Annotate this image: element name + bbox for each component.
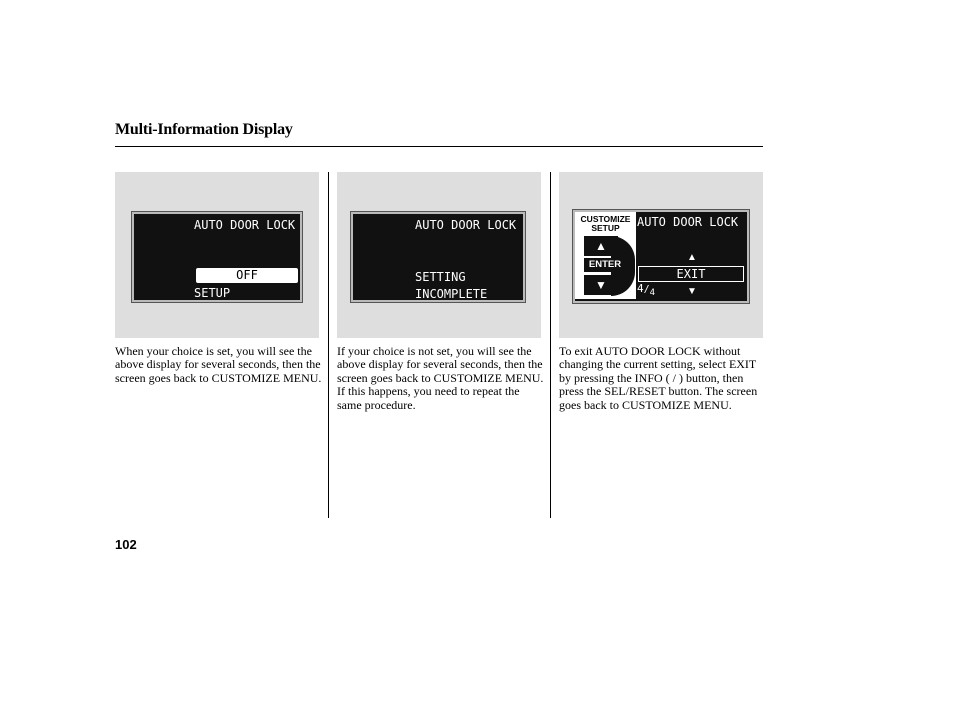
lcd-screen	[132, 212, 302, 302]
display-panel-2	[337, 172, 541, 338]
side-label-setup: SETUP	[591, 223, 620, 233]
lcd-screen	[573, 210, 749, 303]
page-indicator-total: 4	[649, 288, 656, 298]
down-triangle-icon: ▼	[687, 286, 697, 297]
page-number: 102	[115, 537, 137, 552]
screen-title: AUTO DOOR LOCK	[194, 218, 296, 232]
screen-title: AUTO DOOR LOCK	[637, 215, 739, 229]
page-indicator: $4/_4$	[637, 282, 656, 298]
down-arrow-icon: ▼	[584, 275, 618, 295]
enter-label: ENTER	[584, 258, 626, 272]
screen-title: AUTO DOOR LOCK	[415, 218, 517, 232]
exit-option: EXIT	[638, 266, 744, 282]
title-rule	[115, 146, 763, 147]
display-panel-3	[559, 172, 763, 338]
selected-option: OFF	[196, 268, 298, 283]
page-indicator-current: 4	[637, 282, 644, 295]
up-triangle-icon: ▲	[687, 252, 697, 263]
up-arrow-icon: ▲	[584, 236, 618, 256]
column-divider	[328, 172, 329, 518]
caption-2: If your choice is not set, you will see the above display for several seconds, then the screen goes back to CUSTOMIZE MENU. If this happens, you need to repeat the same procedure.	[337, 344, 544, 412]
display-panel-1	[115, 172, 319, 338]
side-label-customize: CUSTOMIZE	[580, 214, 631, 224]
setup-label: SETUP	[194, 286, 231, 300]
status-line-1: SETTING	[415, 270, 466, 284]
column-divider	[550, 172, 551, 518]
lcd-screen	[351, 212, 525, 302]
caption-1: When your choice is set, you will see the above display for several seconds, then the screen goes back to CUSTOMIZE MENU.	[115, 344, 322, 385]
section-title: Multi-Information Display	[115, 121, 293, 138]
status-line-2: INCOMPLETE	[415, 287, 488, 301]
caption-3: To exit AUTO DOOR LOCK without changing the current setting, select EXIT by pressing the INFO ( / ) button, then press the SEL/RESET button. The screen goes back to CUSTOMIZE MENU.	[559, 344, 758, 412]
customize-setup-strip	[575, 212, 636, 299]
